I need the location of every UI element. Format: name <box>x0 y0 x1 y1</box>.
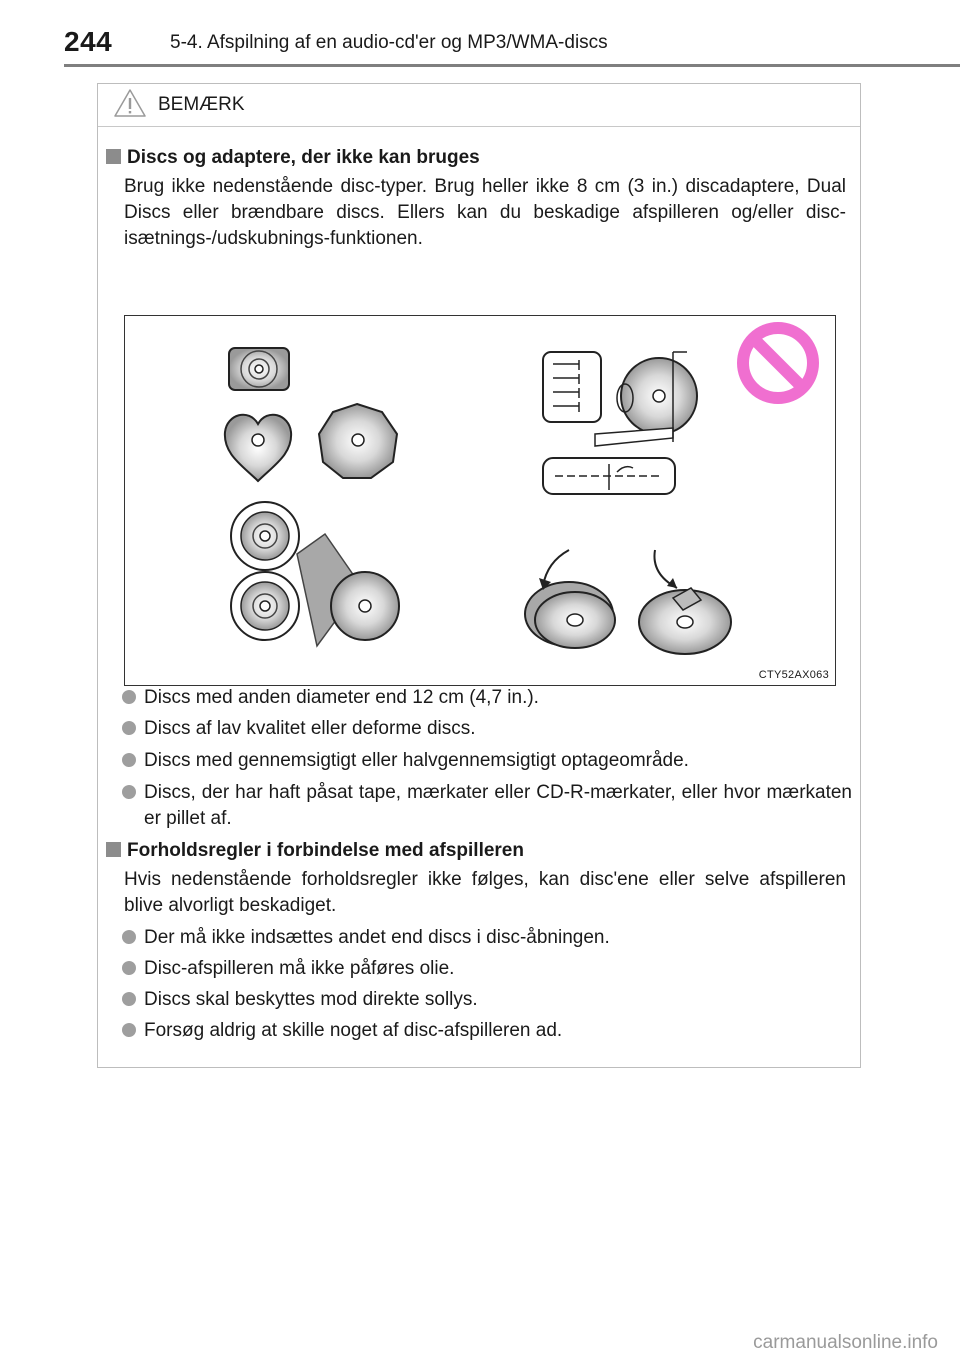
list-item-text: Discs, der har haft påsat tape, mærkater eller CD-R-mærkater, eller hvor mærkaten er pillet af. <box>144 782 852 829</box>
list-item <box>122 925 852 951</box>
list-item-text: Disc-afspilleren må ikke påføres olie. <box>144 958 455 979</box>
list-item <box>122 780 852 832</box>
square-bullet-icon <box>106 842 121 857</box>
round-bullet-icon <box>122 721 136 735</box>
section-heading-discs <box>106 147 480 169</box>
round-bullet-icon <box>122 961 136 975</box>
list-item <box>122 716 852 742</box>
taped-disc-icon <box>639 550 731 654</box>
header-rule <box>64 64 960 67</box>
square-bullet-icon <box>106 149 121 164</box>
disc-illustration <box>124 315 836 686</box>
list-item <box>122 685 852 711</box>
list-item <box>122 956 852 982</box>
list-item-text: Discs skal beskyttes mod direkte sollys. <box>144 989 478 1010</box>
list-item-text: Discs med anden diameter end 12 cm (4,7 in.). <box>144 687 539 708</box>
section-heading-precautions <box>106 840 524 862</box>
section-title: 5-4. Afspilning af en audio-cd'er og MP3/WMA-discs <box>170 32 608 53</box>
prohibited-sign-icon <box>743 328 813 398</box>
section-paragraph: Brug ikke nedenstående disc-typer. Brug heller ikke 8 cm (3 in.) discadaptere, Dual Discs eller brændbare discs. Ellers kan du beskadige afspilleren og/eller disc-isætnings-/udskubnings-funktionen. <box>124 176 846 249</box>
note-header <box>98 84 860 127</box>
list-item <box>122 987 852 1013</box>
round-bullet-icon <box>122 930 136 944</box>
list-item-text: Forsøg aldrig at skille noget af disc-afspilleren ad. <box>144 1020 563 1041</box>
round-bullet-icon <box>122 753 136 767</box>
discs-illustration-graphic <box>125 316 835 685</box>
section-heading-text: Discs og adaptere, der ikke kan bruges <box>127 147 480 168</box>
list-item-text: Discs med gennemsigtigt eller halvgennemsigtigt optageområde. <box>144 750 689 771</box>
round-bullet-icon <box>122 992 136 1006</box>
round-bullet-icon <box>122 1023 136 1037</box>
page-number: 244 <box>64 26 113 57</box>
list-item <box>122 748 852 774</box>
figure-code: CTY52AX063 <box>758 669 829 681</box>
warning-triangle-icon <box>113 88 147 118</box>
section-heading-text: Forholdsregler i forbindelse med afspilleren <box>127 840 524 861</box>
list-item <box>122 1018 852 1044</box>
note-box <box>97 83 861 1068</box>
heart-disc-icon <box>225 415 291 481</box>
round-bullet-icon <box>122 785 136 799</box>
watermark: carmanualsonline.info <box>753 1332 938 1353</box>
round-bullet-icon <box>122 690 136 704</box>
page-header <box>64 22 920 62</box>
deformed-disc-icon <box>543 352 697 494</box>
note-label: BEMÆRK <box>158 94 245 115</box>
polygon-disc-icon <box>319 404 397 478</box>
list-item-text: Discs af lav kvalitet eller deforme discs. <box>144 718 476 739</box>
square-disc-icon <box>229 348 289 390</box>
list-item-text: Der må ikke indsættes andet end discs i disc-åbningen. <box>144 927 610 948</box>
peeled-label-disc-icon <box>525 550 615 648</box>
adapter-discs-icon <box>231 502 399 646</box>
section-paragraph: Hvis nedenstående forholdsregler ikke følges, kan disc'ene eller selve afspilleren blive alvorligt beskadiget. <box>124 869 846 916</box>
